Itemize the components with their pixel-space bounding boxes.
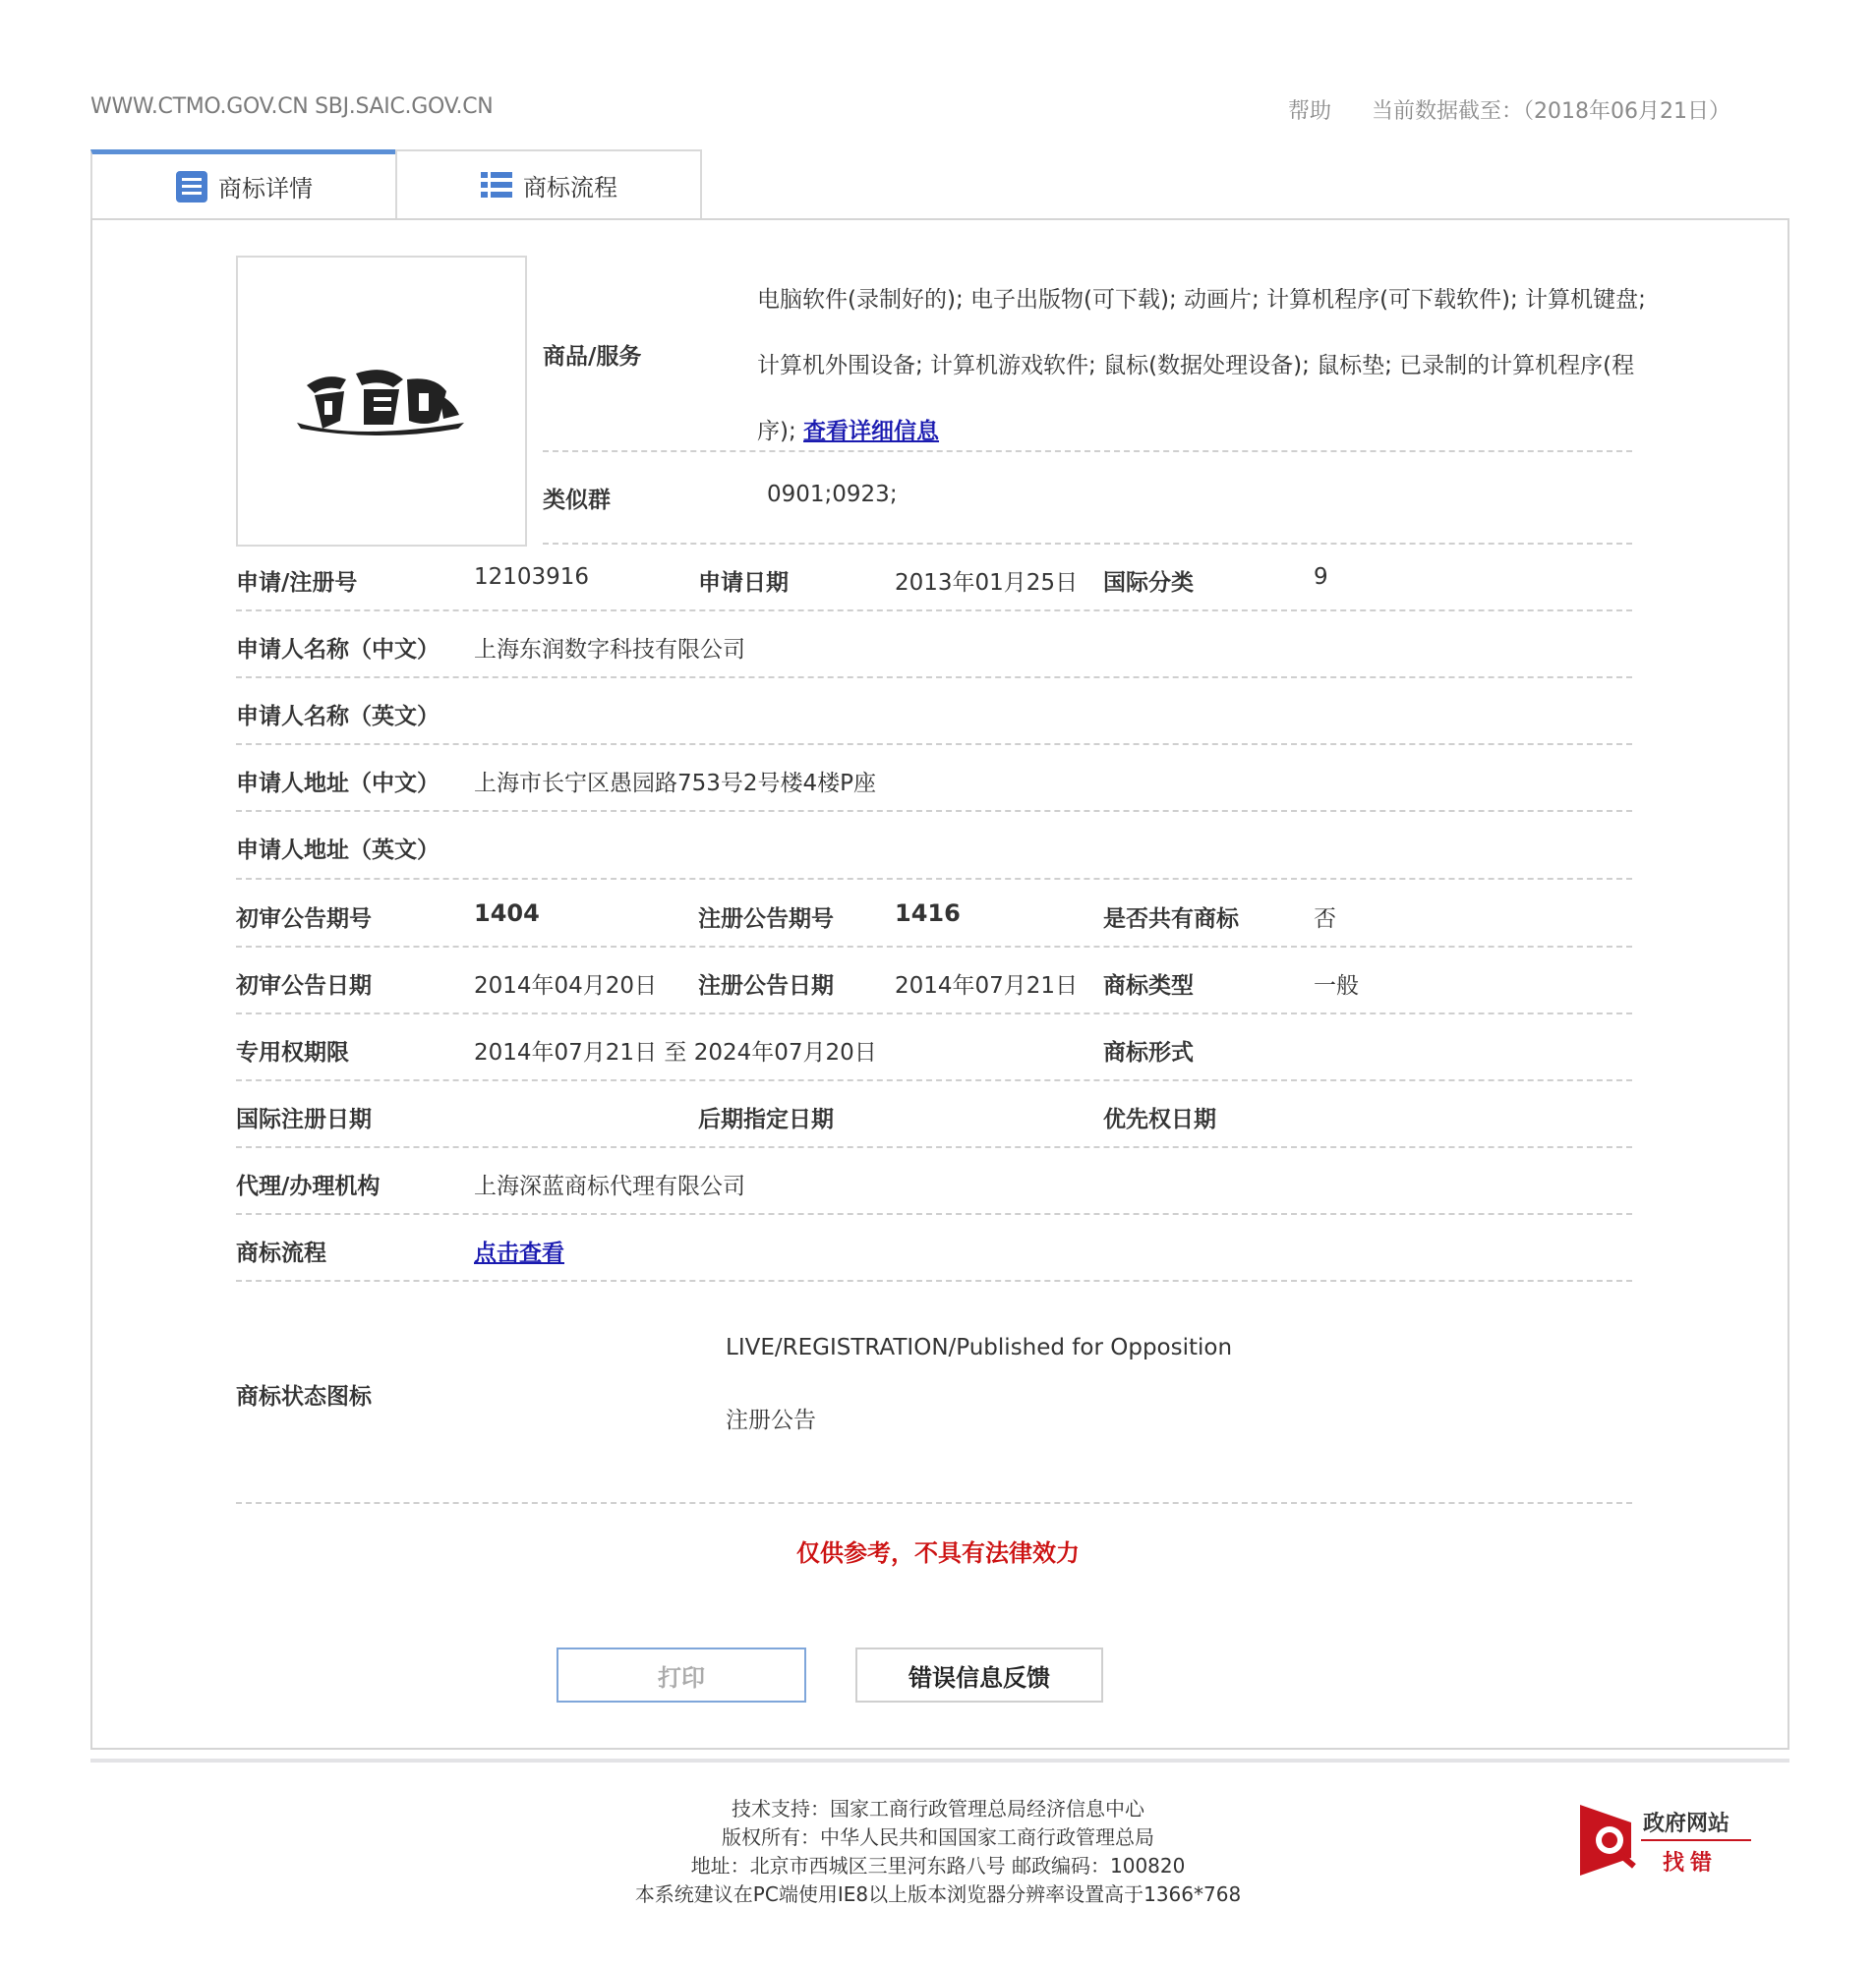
footer-address: 地址：北京市西城区三里河东路八号 邮政编码：100820 [690, 1854, 1186, 1878]
shared-value: 否 [1314, 906, 1336, 932]
divider [236, 946, 1632, 948]
status-label: 商标状态图标 [236, 1384, 372, 1410]
trademark-image [236, 256, 527, 547]
tab-trademark-process[interactable] [395, 149, 702, 218]
reg-no-value: 12103916 [474, 564, 590, 590]
intl-reg-date-label: 国际注册日期 [236, 1107, 372, 1132]
intl-class-value: 9 [1314, 564, 1328, 590]
divider [236, 1079, 1632, 1081]
mark-form-label: 商标形式 [1103, 1040, 1194, 1066]
goods-list: 电脑软件(录制好的); 电子出版物(可下载); 动画片; 计算机程序(可下载软件); 计算机键盘; 计算机外围设备; 计算机游戏软件; 鼠标(数据处理设备); 鼠标垫; 已录制的计算机程序(程序); [757, 287, 1646, 444]
footer-copyright: 版权所有：中华人民共和国国家工商行政管理总局 [722, 1825, 1154, 1849]
mark-type-label: 商标类型 [1103, 973, 1194, 999]
similar-group-label: 类似群 [543, 488, 611, 513]
data-date: 当前数据截至：（2018年06月21日） [1372, 99, 1730, 124]
goods-detail-link[interactable]: 查看详细信息 [803, 419, 940, 444]
gov-badge-bottom: 找错 [1663, 1851, 1719, 1876]
divider [236, 743, 1632, 745]
top-bar [90, 94, 1730, 130]
divider [236, 878, 1632, 880]
prelim-no-label: 初审公告期号 [236, 906, 372, 932]
prelim-date-value: 2014年04月20日 [474, 973, 658, 999]
app-date-label: 申请日期 [698, 570, 789, 596]
mark-type-value: 一般 [1314, 973, 1359, 999]
divider [543, 450, 1632, 452]
reg-no-label: 申请/注册号 [236, 570, 358, 596]
process-view-link[interactable]: 点击查看 [474, 1241, 564, 1266]
divider [236, 1146, 1632, 1148]
priority-date-label: 优先权日期 [1103, 1107, 1216, 1132]
divider [543, 543, 1632, 545]
tab-label: 商标流程 [523, 173, 617, 202]
agent-value: 上海深蓝商标代理有限公司 [474, 1174, 745, 1199]
reg-pub-date-value: 2014年07月21日 [895, 973, 1079, 999]
goods-text [757, 267, 1652, 465]
applicant-cn-value: 上海东润数字科技有限公司 [474, 637, 745, 663]
list-icon [480, 168, 513, 202]
shared-label: 是否共有商标 [1103, 906, 1239, 932]
site-url: WWW.CTMO.GOV.CN SBJ.SAIC.GOV.CN [90, 94, 494, 119]
similar-group-value: 0901;0923; [767, 482, 898, 507]
goods-label: 商品/服务 [543, 344, 642, 370]
trademark-logo-image [238, 258, 525, 545]
gov-error-report-badge[interactable] [1576, 1801, 1753, 1879]
address-cn-label: 申请人地址（中文） [236, 771, 440, 796]
feedback-button[interactable]: 错误信息反馈 [855, 1648, 1103, 1703]
divider [236, 1502, 1632, 1504]
status-line2: 注册公告 [726, 1408, 816, 1433]
app-date-value: 2013年01月25日 [895, 570, 1079, 596]
footer-browser-note: 本系统建议在PC端使用IE8以上版本浏览器分辨率设置高于1366*768 [634, 1882, 1242, 1906]
term-value: 2014年07月21日 至 2024年07月20日 [474, 1040, 877, 1066]
later-date-label: 后期指定日期 [698, 1107, 834, 1132]
agent-label: 代理/办理机构 [236, 1174, 381, 1199]
divider [236, 609, 1632, 611]
term-label: 专用权期限 [236, 1040, 349, 1066]
help-link[interactable]: 帮助 [1288, 99, 1332, 124]
divider [236, 810, 1632, 812]
tab-trademark-detail[interactable] [90, 149, 397, 218]
document-list-icon [175, 170, 208, 203]
intl-class-label: 国际分类 [1103, 570, 1194, 596]
prelim-no-value: 1404 [474, 899, 540, 927]
divider [236, 1280, 1632, 1282]
process-label: 商标流程 [236, 1241, 326, 1266]
footer-divider [90, 1759, 1789, 1763]
gov-badge-top: 政府网站 [1643, 1812, 1730, 1836]
reg-pub-no-value: 1416 [895, 899, 961, 927]
print-button[interactable]: 打印 [557, 1648, 806, 1703]
address-cn-value: 上海市长宁区愚园路753号2号楼4楼P座 [474, 771, 877, 796]
applicant-cn-label: 申请人名称（中文） [236, 637, 440, 663]
prelim-date-label: 初审公告日期 [236, 973, 372, 999]
status-line1: LIVE/REGISTRATION/Published for Opposition [726, 1335, 1233, 1360]
divider [236, 1012, 1632, 1014]
reg-pub-no-label: 注册公告期号 [698, 906, 834, 932]
applicant-en-label: 申请人名称（英文） [236, 704, 440, 729]
tab-label: 商标详情 [218, 175, 313, 202]
reg-pub-date-label: 注册公告日期 [698, 973, 834, 999]
footer-tech-support: 技术支持：国家工商行政管理总局经济信息中心 [732, 1797, 1144, 1821]
divider [236, 1213, 1632, 1215]
address-en-label: 申请人地址（英文） [236, 838, 440, 863]
legal-notice: 仅供参考，不具有法律效力 [796, 1539, 1080, 1567]
top-right-info [1288, 94, 1730, 125]
divider [236, 676, 1632, 678]
